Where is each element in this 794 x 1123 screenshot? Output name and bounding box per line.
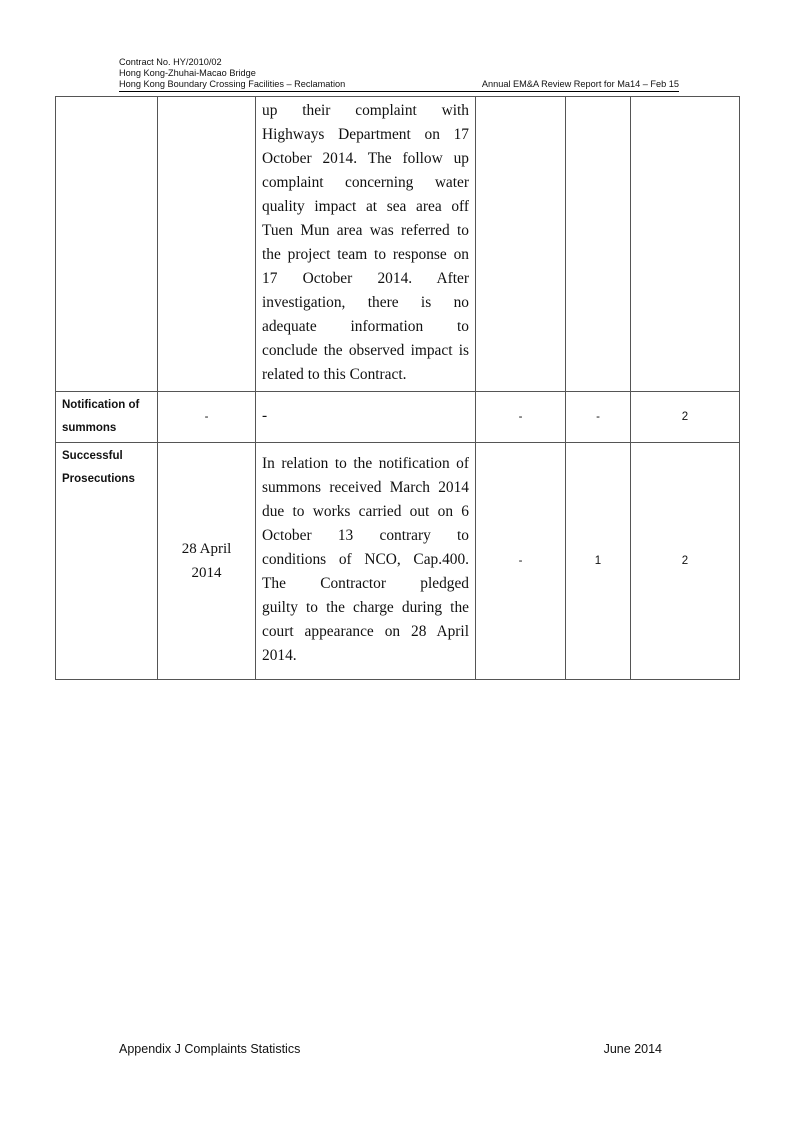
description-line: investigation, there is no bbox=[262, 294, 469, 311]
description-line: The Contractor pledged bbox=[262, 575, 469, 592]
description-line: In relation to the notification of bbox=[262, 455, 469, 472]
table-row bbox=[56, 443, 740, 680]
description-line: Highways Department on 17 bbox=[262, 126, 469, 143]
category-label: Prosecutions bbox=[62, 473, 135, 485]
category-cell bbox=[56, 443, 158, 680]
description-line: October 2014. The follow up bbox=[262, 150, 469, 167]
category-label: summons bbox=[62, 422, 117, 434]
description-line: court appearance on 28 April bbox=[262, 623, 469, 640]
description-line: 2014. bbox=[262, 647, 297, 664]
description-line: the project team to response on bbox=[262, 246, 469, 263]
value-cell: 2 bbox=[631, 443, 740, 680]
description-line: - bbox=[262, 407, 268, 424]
description-line: summons received March 2014 bbox=[262, 479, 469, 496]
report-title: Annual EM&A Review Report for Ma14 – Feb 15 bbox=[481, 79, 679, 89]
date-text: 28 April bbox=[181, 541, 232, 557]
complaints-table bbox=[55, 96, 740, 680]
value-cell: 2 bbox=[631, 392, 740, 443]
value-cell bbox=[476, 97, 566, 392]
value-cell bbox=[566, 97, 631, 392]
description-line: October 13 contrary to bbox=[262, 527, 469, 544]
category-cell bbox=[56, 97, 158, 392]
description-line: related to this Contract. bbox=[262, 366, 407, 383]
table-row bbox=[56, 392, 740, 443]
value-cell: - bbox=[566, 392, 631, 443]
page-header bbox=[119, 57, 679, 92]
value-cell: - bbox=[476, 392, 566, 443]
description-cell bbox=[256, 97, 476, 392]
value-cell: 1 bbox=[566, 443, 631, 680]
header-row bbox=[119, 79, 679, 92]
description-line: 17 October 2014. After bbox=[262, 270, 469, 287]
report-date: June 2014 bbox=[603, 1042, 662, 1056]
category-label: Notification of bbox=[62, 399, 140, 411]
description-line: guilty to the charge during the bbox=[262, 599, 469, 616]
description-line: conclude the observed impact is bbox=[262, 342, 469, 359]
description-line: due to works carried out on 6 bbox=[262, 503, 469, 520]
description-line: adequate information to bbox=[262, 318, 469, 335]
facility-name: Hong Kong Boundary Crossing Facilities – Reclamation bbox=[119, 79, 346, 89]
description-cell bbox=[256, 443, 476, 680]
table-row bbox=[56, 97, 740, 392]
value-cell bbox=[631, 97, 740, 392]
description-line: conditions of NCO, Cap.400. bbox=[262, 551, 469, 568]
description-line: quality impact at sea area off bbox=[262, 198, 469, 215]
description-line: Tuen Mun area was referred to bbox=[262, 222, 469, 239]
description-line: up their complaint with bbox=[262, 102, 469, 119]
description-line: complaint concerning water bbox=[262, 174, 469, 191]
date-text: 2014 bbox=[191, 565, 222, 581]
date-cell bbox=[158, 97, 256, 392]
category-label: Successful bbox=[62, 450, 123, 462]
project-name: Hong Kong-Zhuhai-Macao Bridge bbox=[119, 68, 256, 78]
appendix-title: Appendix J Complaints Statistics bbox=[119, 1042, 301, 1056]
contract-number: Contract No. HY/2010/02 bbox=[119, 57, 222, 67]
category-cell bbox=[56, 392, 158, 443]
page-footer bbox=[119, 1042, 662, 1056]
date-cell bbox=[158, 443, 256, 680]
date-cell: - bbox=[158, 392, 256, 443]
description-cell bbox=[256, 392, 476, 443]
value-cell: - bbox=[476, 443, 566, 680]
